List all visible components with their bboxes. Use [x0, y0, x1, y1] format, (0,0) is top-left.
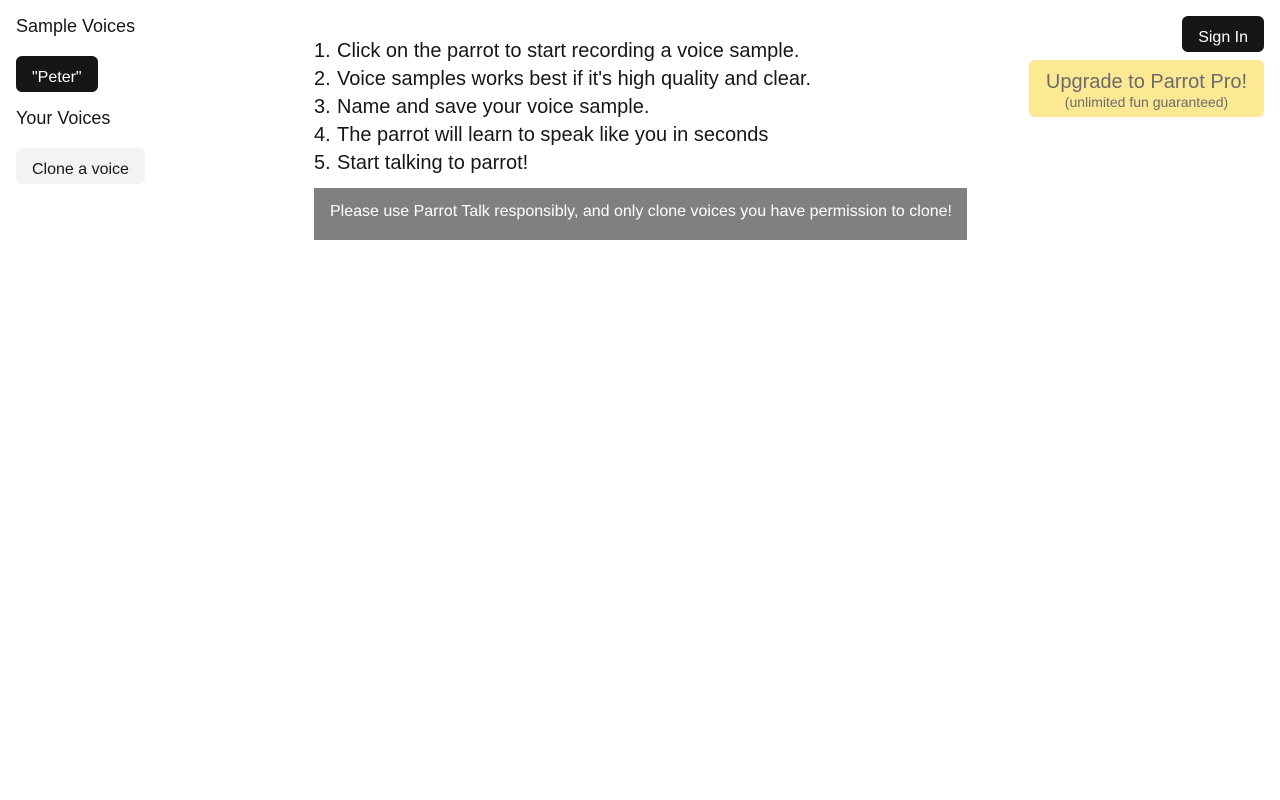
responsible-use-notice: Please use Parrot Talk responsibly, and only clone voices you have permission to clone! — [314, 188, 967, 240]
step-number: 3. — [314, 96, 331, 118]
upgrade-title: Upgrade to Parrot Pro! — [1045, 71, 1248, 93]
step-text: Start talking to parrot! — [337, 152, 529, 174]
instruction-step — [314, 65, 967, 93]
step-number: 5. — [314, 152, 331, 174]
step-text: Click on the parrot to start recording a voice sample. — [337, 40, 800, 62]
step-number: 2. — [314, 68, 331, 90]
step-number: 4. — [314, 124, 331, 146]
instruction-step — [314, 149, 967, 177]
instruction-steps — [314, 37, 967, 177]
your-voices-heading: Your Voices — [16, 108, 111, 128]
your-voices-list — [16, 148, 276, 184]
upgrade-pro-button[interactable] — [1029, 60, 1264, 117]
step-text: The parrot will learn to speak like you in seconds — [337, 124, 769, 146]
sample-voices-list — [16, 56, 276, 92]
sample-voices-heading: Sample Voices — [16, 16, 136, 36]
upgrade-subtitle: (unlimited fun guaranteed) — [1064, 94, 1229, 110]
instruction-step — [314, 121, 967, 149]
sample-voice-peter-button[interactable]: "Peter" — [16, 56, 98, 92]
clone-voice-button[interactable]: Clone a voice — [16, 148, 145, 184]
sidebar — [16, 15, 276, 184]
instruction-step — [314, 93, 967, 121]
step-text: Voice samples works best if it's high quality and clear. — [337, 68, 812, 90]
sign-in-button[interactable]: Sign In — [1182, 16, 1264, 52]
instructions-panel — [314, 37, 967, 240]
step-text: Name and save your voice sample. — [337, 96, 650, 118]
instruction-step — [314, 37, 967, 65]
step-number: 1. — [314, 40, 331, 62]
